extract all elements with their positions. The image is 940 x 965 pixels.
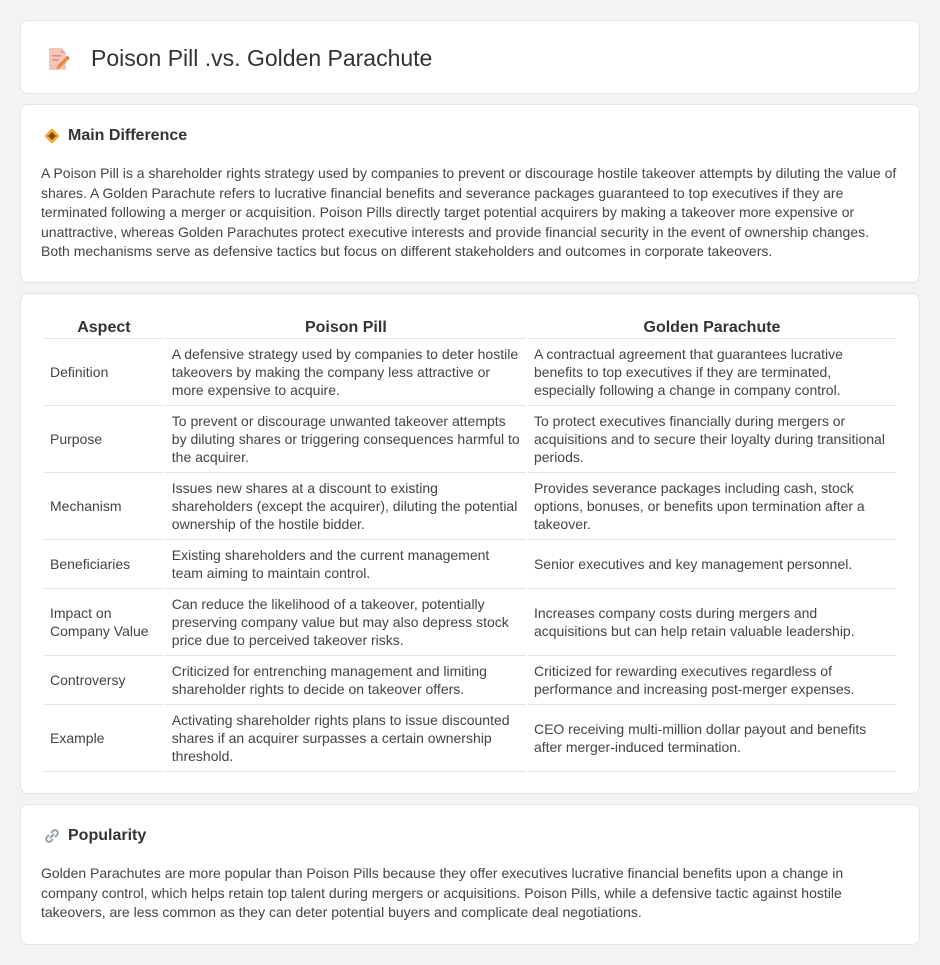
row-aspect: Controversy [44,656,164,705]
row-poison-pill: Issues new shares at a discount to existing shareholders (except the acquirer), diluting the potential ownership of the hostile bidder. [166,473,526,540]
comparison-table [42,317,898,772]
popularity-heading: Popularity [68,827,147,844]
row-golden-parachute: Senior executives and key management personnel. [528,540,896,589]
table-row [44,705,896,772]
row-golden-parachute: A contractual agreement that guarantees lucrative benefits to top executives if they are terminated, especially following a change in company control. [528,339,896,406]
row-aspect: Definition [44,339,164,406]
row-golden-parachute: Increases company costs during mergers and acquisitions but can help retain valuable leadership. [528,589,896,656]
row-aspect: Example [44,705,164,772]
row-aspect: Mechanism [44,473,164,540]
row-poison-pill: A defensive strategy used by companies to deter hostile takeovers by making the company less attractive or more expensive to acquire. [166,339,526,406]
page-title: Poison Pill .vs. Golden Parachute [91,45,433,71]
header-golden-parachute: Golden Parachute [528,317,896,339]
link-icon [43,827,61,845]
main-difference-section [20,104,920,283]
row-golden-parachute: To protect executives financially during mergers or acquisitions and to secure their loyalty during transitional periods. [528,406,896,473]
table-row [44,339,896,406]
row-poison-pill: Existing shareholders and the current management team aiming to maintain control. [166,540,526,589]
main-difference-text: A Poison Pill is a shareholder rights strategy used by companies to prevent or discourage hostile takeover attempts by diluting the value of shares. A Golden Parachute refers to lucrative financial benefits and severance packages guaranteed to top executives if they are terminated following a merger or acquisition. Poison Pills directly target potential acquirers by making a takeover more expensive or unattractive, whereas Golden Parachutes protect executive interests and provide financial security in the event of ownership changes. Both mechanisms serve as defensive tactics but focus on different stakeholders and outcomes in corporate takeovers. [41,165,897,260]
row-golden-parachute: Criticized for rewarding executives regardless of performance and increasing post-merger expenses. [528,656,896,705]
row-poison-pill: Can reduce the likelihood of a takeover, potentially preserving company value but may also depress stock price due to perceived takeover risks. [166,589,526,656]
row-poison-pill: To prevent or discourage unwanted takeover attempts by diluting shares or triggering consequences harmful to the acquirer. [166,406,526,473]
title-card [20,20,920,94]
popularity-section [20,804,920,945]
table-row [44,406,896,473]
row-golden-parachute: Provides severance packages including cash, stock options, bonuses, or benefits upon termination after a takeover. [528,473,896,540]
row-poison-pill: Activating shareholder rights plans to issue discounted shares if an acquirer surpasses a certain ownership threshold. [166,705,526,772]
popularity-text: Golden Parachutes are more popular than Poison Pills because they offer executives lucrative financial benefits upon a change in company control, which helps retain top talent during mergers or acquisitions. Poison Pills, while a defensive tactic against hostile takeovers, are less common as they can deter potential buyers and complicate deal negotiations. [41,865,844,921]
table-row [44,589,896,656]
row-aspect: Beneficiaries [44,540,164,589]
row-golden-parachute: CEO receiving multi-million dollar payout and benefits after merger-induced termination. [528,705,896,772]
row-aspect: Impact on Company Value [44,589,164,656]
table-header-row [44,317,896,339]
table-row [44,473,896,540]
row-poison-pill: Criticized for entrenching management and limiting shareholder rights to decide on takeover offers. [166,656,526,705]
header-aspect: Aspect [44,317,164,339]
table-row [44,656,896,705]
main-difference-heading: Main Difference [68,127,188,144]
table-row [44,540,896,589]
header-poison-pill: Poison Pill [166,317,526,339]
diamond-signal-icon [43,127,61,145]
comparison-section [20,293,920,794]
document-edit-icon [47,46,71,72]
row-aspect: Purpose [44,406,164,473]
